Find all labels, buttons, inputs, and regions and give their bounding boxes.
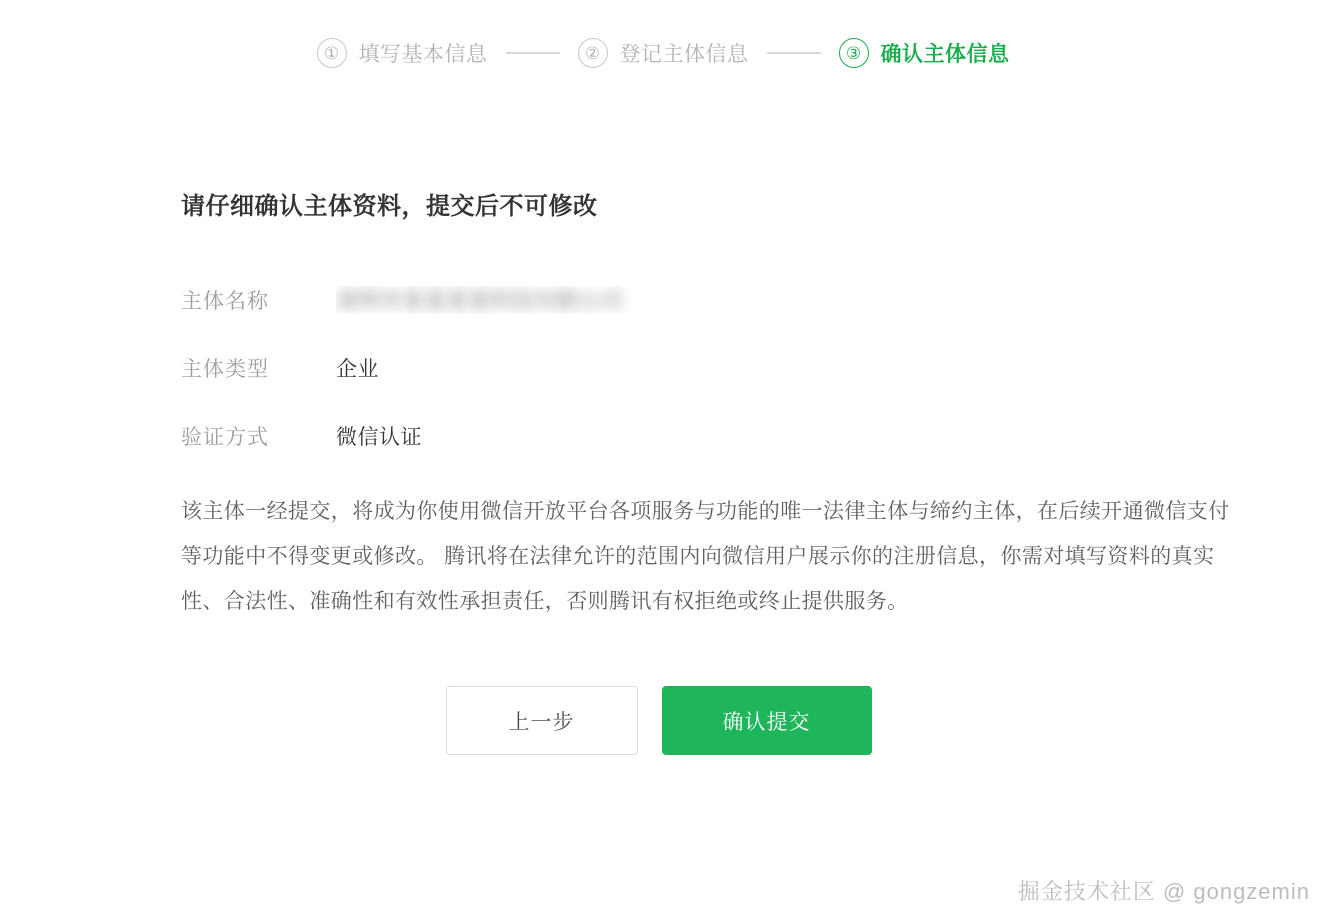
step-3-number: ③ (839, 38, 869, 68)
page-title: 请仔细确认主体资料，提交后不可修改 (181, 193, 598, 220)
step-2-number: ② (578, 38, 608, 68)
step-1-label: 填写基本信息 (358, 43, 488, 66)
step-1-basic-info[interactable] (317, 38, 488, 68)
action-button-bar (181, 686, 1266, 755)
step-3-confirm-entity[interactable] (839, 38, 1010, 68)
field-entity-type-label: 主体类型 (181, 358, 269, 381)
field-entity-name-label: 主体名称 (181, 290, 269, 313)
step-divider-2 (767, 52, 821, 54)
step-2-label: 登记主体信息 (619, 43, 749, 66)
main-content (0, 68, 1326, 755)
field-verification-method-label: 验证方式 (181, 426, 269, 449)
legal-notice-text: 该主体一经提交，将成为你使用微信开放平台各项服务与功能的唯一法律主体与缔约主体，在后续开通微信支付等功能中不得变更或修改。 腾讯将在法律允许的范围内向微信用户展示你的注册信息，你需对填写资料的真实性、合法性、准确性和有效性承担责任，否则腾讯有权拒绝或终止提供服务。 (181, 500, 1230, 613)
step-3-label: 确认主体信息 (880, 43, 1010, 66)
field-entity-type (181, 353, 1266, 383)
field-entity-name (181, 285, 1266, 315)
field-entity-name-value: 深圳市某某某某科技有限公司 (336, 288, 623, 313)
field-verification-method-value: 微信认证 (336, 426, 422, 449)
watermark: 掘金技术社区 @ gongzemin (1017, 879, 1310, 904)
step-divider-1 (506, 52, 560, 54)
field-verification-method (181, 421, 1266, 451)
step-1-number: ① (317, 38, 347, 68)
previous-step-button[interactable]: 上一步 (446, 686, 638, 755)
field-entity-name-value-masked (336, 286, 664, 314)
progress-stepper (0, 0, 1326, 68)
step-2-entity-registration[interactable] (578, 38, 749, 68)
field-entity-type-value: 企业 (336, 358, 379, 381)
confirm-submit-button[interactable]: 确认提交 (662, 686, 872, 755)
